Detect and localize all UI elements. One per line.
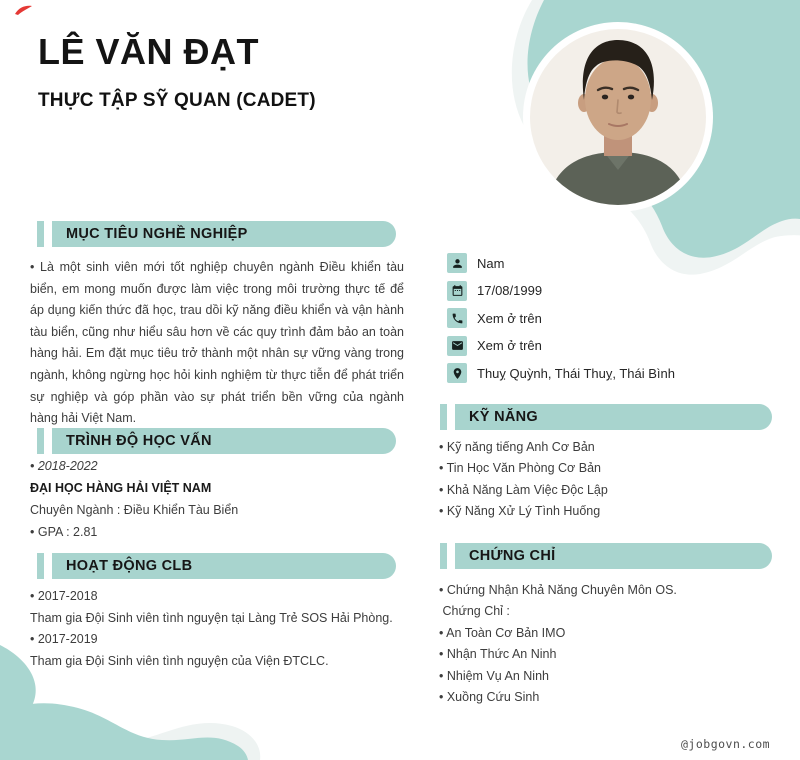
candidate-job-title: THỰC TẬP SỸ QUAN (CADET) bbox=[38, 90, 316, 111]
contact-value: Xem ở trên bbox=[477, 338, 542, 353]
list-item: • An Toàn Cơ Bản IMO bbox=[439, 625, 566, 640]
section-header-activities bbox=[37, 553, 396, 579]
section-heading: CHỨNG CHỈ bbox=[455, 543, 772, 569]
contact-value: Thuỵ Quỳnh, Thái Thuỵ, Thái Bình bbox=[477, 365, 676, 381]
certificates-list bbox=[439, 580, 775, 708]
section-header-education bbox=[37, 428, 396, 454]
watermark: @jobgovn.com bbox=[681, 737, 771, 751]
calendar-icon bbox=[447, 281, 467, 301]
candidate-name: LÊ VĂN ĐẠT bbox=[38, 31, 259, 72]
contact-value: Nam bbox=[477, 255, 505, 271]
section-heading: TRÌNH ĐỘ HỌC VẤN bbox=[52, 428, 396, 454]
contact-value: Xem ở trên bbox=[477, 310, 542, 326]
header-accent-bar bbox=[37, 428, 44, 454]
list-item: Chứng Chỉ : bbox=[439, 604, 510, 619]
list-item: • Xuồng Cứu Sinh bbox=[439, 690, 540, 705]
education-school: ĐẠI HỌC HÀNG HẢI VIỆT NAM bbox=[30, 481, 212, 495]
activity-desc: Tham gia Đội Sinh viên tình nguyện tại Làng Trẻ SOS Hải Phòng. bbox=[30, 610, 393, 625]
section-heading: KỸ NĂNG bbox=[455, 404, 772, 430]
header-accent-bar bbox=[37, 221, 44, 247]
section-header-objective bbox=[37, 221, 396, 247]
objective-paragraph: • Là một sinh viên mới tốt nghiệp chuyên ngành Điều khiển tàu biển, em mong muốn được làm việc trong môi trường thực tế để áp dụng kiến thức đã học, trau dồi kỹ năng điều khiển và vận hành tàu biển, cũng như hiểu sâu hơn về các quy trình đảm bảo an toàn hàng hải. Em đặt mục tiêu trở thành một nhân sự vững vàng trong ngành, không ngừng học hỏi kinh nghiệm từ thực tiễn để phát triển sự nghiệp và góp phần vào sự phát triển bền vững của ngành hàng hải Việt Nam. bbox=[30, 260, 404, 426]
contact-row-birthdate bbox=[447, 281, 777, 301]
activity-period: • 2017-2018 bbox=[30, 589, 98, 603]
location-icon bbox=[447, 363, 467, 383]
list-item: • Khả Năng Làm Việc Độc Lập bbox=[439, 482, 608, 497]
list-item: • Tin Học Văn Phòng Cơ Bản bbox=[439, 461, 601, 476]
header-accent-bar bbox=[37, 553, 44, 579]
skills-list bbox=[439, 437, 775, 523]
contact-row-gender bbox=[447, 253, 777, 273]
red-scribble-mark bbox=[13, 4, 35, 17]
contact-row-email bbox=[447, 336, 777, 356]
header-accent-bar bbox=[440, 404, 447, 430]
education-period: • 2018-2022 bbox=[30, 459, 98, 473]
list-item: • Nhận Thức An Ninh bbox=[439, 647, 557, 662]
list-item: • Nhiệm Vụ An Ninh bbox=[439, 668, 549, 683]
list-item: • Kỹ năng tiếng Anh Cơ Bản bbox=[439, 440, 595, 454]
list-item: • Chứng Nhận Khả Năng Chuyên Môn OS. bbox=[439, 583, 677, 597]
activities-block bbox=[30, 586, 404, 672]
section-header-certificates bbox=[440, 543, 772, 569]
section-heading: MỤC TIÊU NGHỀ NGHIỆP bbox=[52, 221, 396, 247]
section-heading: HOẠT ĐỘNG CLB bbox=[52, 553, 396, 579]
section-header-skills bbox=[440, 404, 772, 430]
email-icon bbox=[447, 336, 467, 356]
education-block bbox=[30, 456, 404, 543]
header-accent-bar bbox=[440, 543, 447, 569]
activity-period: • 2017-2019 bbox=[30, 632, 98, 646]
education-major: Chuyên Ngành : Điều Khiển Tàu Biển bbox=[30, 503, 239, 517]
list-item: • Kỹ Năng Xử Lý Tình Huống bbox=[439, 504, 601, 519]
contact-row-phone bbox=[447, 308, 777, 328]
activity-desc: Tham gia Đội Sinh viên tình nguyện của Viện ĐTCLC. bbox=[30, 653, 329, 668]
contact-row-address bbox=[447, 363, 777, 383]
person-icon bbox=[447, 253, 467, 273]
education-gpa: • GPA : 2.81 bbox=[30, 525, 98, 539]
phone-icon bbox=[447, 308, 467, 328]
contact-info-list bbox=[447, 253, 777, 391]
contact-value: 17/08/1999 bbox=[477, 283, 543, 298]
